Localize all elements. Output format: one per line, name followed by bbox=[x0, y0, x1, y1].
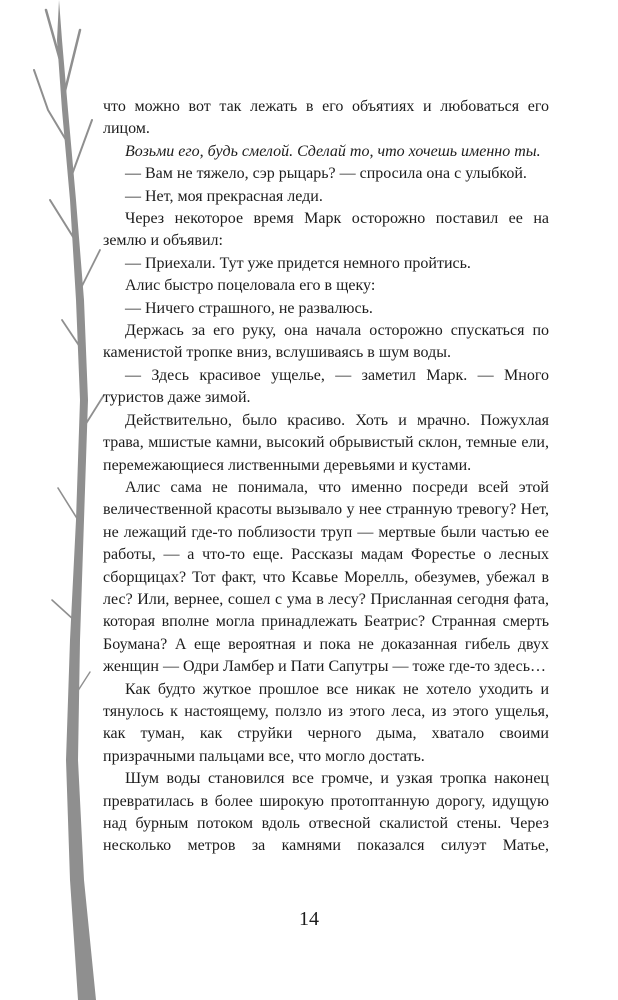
paragraph-9: Держась за его руку, она начала осторожно спускаться по каменистой тропке вниз, вслушиваясь в шум воды. bbox=[103, 322, 549, 362]
paragraph-11: Действительно, было красиво. Хоть и мрачно. Пожухлая трава, мшистые камни, высокий обрывистый склон, темные ели, перемежающиеся лиственными деревьями и кустами. bbox=[103, 411, 549, 474]
bare-tree-illustration bbox=[0, 0, 110, 1000]
paragraph-6: — Приехали. Тут уже придется немного пройтись. bbox=[125, 254, 471, 272]
paragraph-2-italic: Возьми его, будь смелой. Сделай то, что хочешь именно ты. bbox=[125, 142, 541, 160]
paragraph-10: — Здесь красивое ущелье, — заметил Марк. — Много туристов даже зимой. bbox=[103, 366, 549, 407]
paragraph-14: Шум воды становился все громче, и узкая тропка наконец превратилась в более широкую протоптанную дорогу, идущую над бурным потоком вдоль отвесной скалистой стены. Через несколько метров за камнями показался силуэт Матье, bbox=[103, 770, 549, 855]
paragraph-1: что можно вот так лежать в его объятиях и любоваться его лицом. bbox=[103, 98, 549, 138]
paragraph-7: Алис быстро поцеловала его в щеку: bbox=[125, 277, 376, 295]
paragraph-13: Как будто жуткое прошлое все никак не хотело уходить и тянулось к настоящему, ползло из этого леса, из этого ущелья, как туман, как струйки черного дыма, хватало своими призрачными пальцами все, что могло достать. bbox=[103, 680, 549, 765]
paragraph-3: — Вам не тяжело, сэр рыцарь? — спросила она с улыбкой. bbox=[125, 165, 527, 183]
page-number: 14 bbox=[299, 908, 319, 930]
paragraph-12: Алис сама не понимала, что именно посреди всей этой величественной красоты вызывало у нее странную тревогу? Нет, не лежащий где-то поблизости труп — мертвые были частью ее работы, — а что-то еще. Рассказы мадам Форестье о лесных сборщицах? Тот факт, что Ксавье Морелль, обезумев, убежал в лес? Или, вернее, сошел с ума в лесу? Присланная сегодня фата, которая вполне могла принадлежать Беатрис? Странная смерть Боумана? А еще вероятная и пока не доказанная гибель двух женщин — Одри Ламбер и Пати Сапутры — тоже где-то здесь… bbox=[103, 478, 549, 676]
book-page-text bbox=[103, 96, 549, 858]
paragraph-5: Через некоторое время Марк осторожно поставил ее на землю и объявил: bbox=[103, 210, 549, 250]
paragraph-8: — Ничего страшного, не развалюсь. bbox=[125, 299, 373, 317]
paragraph-4: — Нет, моя прекрасная леди. bbox=[125, 187, 323, 205]
